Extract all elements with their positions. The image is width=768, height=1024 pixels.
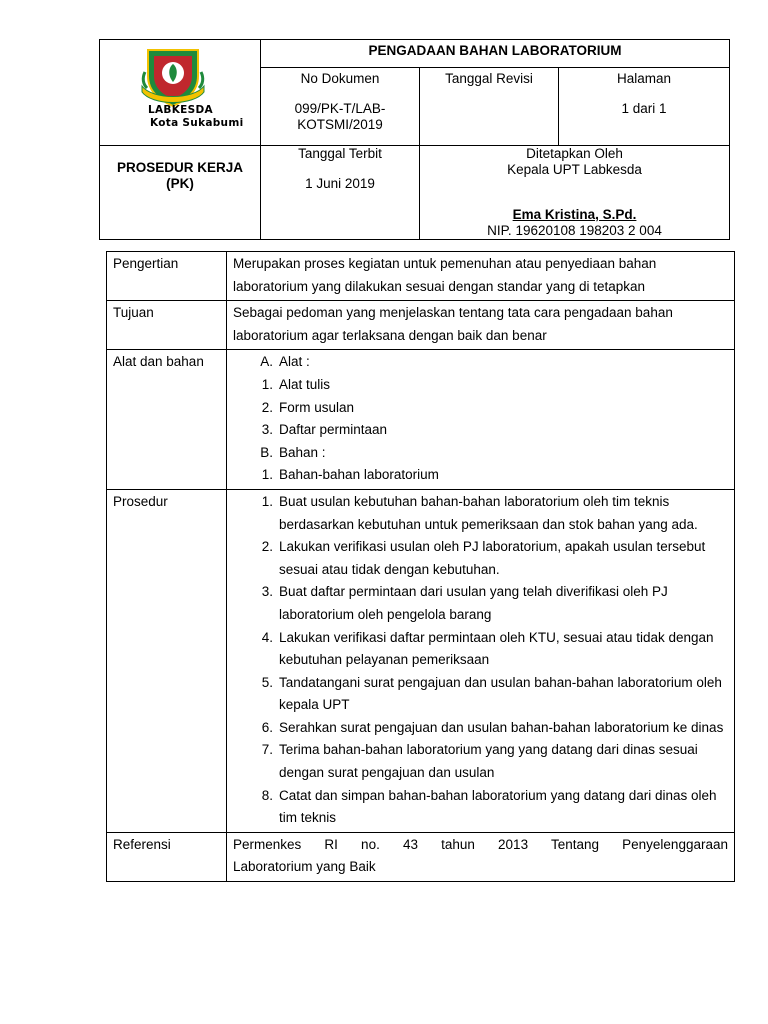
referensi-line2: Laboratorium yang Baik [233,859,376,875]
row-prosedur [107,489,735,832]
text-pengertian: Merupakan proses kegiatan untuk pemenuhan atau penyediaan bahan laboratorium yang dilakukan sesuai dengan standar yang di tetapkan [227,252,735,301]
halaman-value: 1 dari 1 [621,101,667,116]
list-text: Daftar permintaan [279,422,388,438]
step-text: Tandatangani surat pengajuan dan usulan bahan-bahan laboratorium oleh kepala UPT [279,674,722,713]
step-text: Buat daftar permintaan dari usulan yang telah diverifikasi oleh PJ laboratorium oleh pengelola barang [279,584,668,622]
step-text: Terima bahan-bahan laboratorium yang yang datang dari dinas sesuai dengan surat pengajuan dan usulan [279,742,698,781]
list-item [233,374,728,397]
list-text: Alat tulis [279,376,331,392]
step-number: 5. [261,674,273,690]
labkesda-logo [140,46,206,108]
list-text: Bahan : [279,444,326,460]
procedure-step [233,739,728,784]
list-marker: 1. [261,376,273,392]
no-dokumen-value: 099/PK-T/LAB-KOTSMI/2019 [294,101,386,132]
step-number: 4. [261,629,273,645]
list-marker: A. [260,354,273,370]
label-pengertian: Pengertian [107,252,227,301]
no-dokumen-label: No Dokumen [300,71,380,86]
list-item [233,442,728,465]
tanggal-terbit-cell [261,146,420,240]
list-item [233,397,728,420]
referensi-cell [227,832,735,881]
step-text: Lakukan verifikasi daftar permintaan oleh KTU, sesuai atau tidak dengan kebutuhan pelayanan pemeriksaan [279,629,714,668]
list-text: Bahan-bahan laboratorium [279,467,439,483]
procedure-step [233,672,728,717]
row-tujuan [107,301,735,350]
tanggal-revisi-cell [420,68,559,146]
logo-text-labkesda: LABKESDA [148,104,213,116]
list-marker: B. [260,444,273,460]
step-number: 7. [261,742,273,758]
signatory-nip: NIP. 19620108 198203 2 004 [487,223,662,238]
document-header [99,39,730,240]
procedure-step [233,491,728,536]
document-title: PENGADAAN BAHAN LABORATORIUM [261,40,730,68]
no-dokumen-cell [261,68,420,146]
approval-cell [420,146,730,240]
procedure-step [233,581,728,626]
label-prosedur: Prosedur [107,489,227,832]
list-marker: 3. [261,422,273,438]
signatory-name: Ema Kristina, S.Pd. [512,207,637,222]
step-number: 8. [261,787,273,803]
step-text: Lakukan verifikasi usulan oleh PJ laboratorium, apakah usulan tersebut sesuai atau tidak dengan kebutuhan. [279,539,706,577]
referensi-line1: Permenkes RI no. 43 tahun 2013 Tentang Penyelenggaraan [233,836,728,852]
text-tujuan: Sebagai pedoman yang menjelaskan tentang tata cara pengadaan bahan laboratorium agar terlaksana dengan baik dan benar [227,301,735,350]
doc-type-line2: (PK) [166,176,194,191]
step-number: 1. [261,493,273,509]
doc-type-line1: PROSEDUR KERJA [116,160,244,175]
list-text: Alat : [279,354,310,370]
list-item [233,351,728,374]
step-text: Catat dan simpan bahan-bahan laboratorium yang datang dari dinas oleh tim teknis [279,787,717,826]
step-text: Buat usulan kebutuhan bahan-bahan laboratorium oleh tim teknis berdasarkan kebutuhan untuk pemeriksaan dan stok bahan yang ada. [279,493,698,532]
list-text: Form usulan [279,399,355,415]
row-referensi [107,832,735,881]
halaman-cell [559,68,730,146]
list-item [233,464,728,487]
step-number: 3. [261,584,273,600]
row-pengertian [107,252,735,301]
step-text: Serahkan surat pengajuan dan usulan bahan-bahan laboratorium ke dinas [279,719,724,735]
label-alat-bahan: Alat dan bahan [107,350,227,490]
prosedur-cell [227,489,735,832]
tanggal-terbit-value: 1 Juni 2019 [305,176,375,191]
label-referensi: Referensi [107,832,227,881]
alat-bahan-list [233,351,728,487]
procedure-step [233,717,728,740]
list-item [233,419,728,442]
alat-bahan-cell [227,350,735,490]
halaman-label: Halaman [617,71,672,86]
tanggal-terbit-label: Tanggal Terbit [298,146,382,161]
ditetapkan-line1: Ditetapkan Oleh [526,146,623,161]
step-number: 2. [261,539,273,555]
procedure-step [233,536,728,581]
procedure-table [106,251,735,882]
list-marker: 1. [261,467,273,483]
procedure-step [233,627,728,672]
logo-text-city: Kota Sukabumi [150,117,244,129]
ditetapkan-line2: Kepala UPT Labkesda [507,162,642,177]
row-alat-bahan [107,350,735,490]
step-number: 6. [261,719,273,735]
tanggal-revisi-label: Tanggal Revisi [445,71,533,86]
list-marker: 2. [261,399,273,415]
doc-type-cell [100,146,261,240]
logo-cell [100,40,261,146]
prosedur-steps [233,491,728,830]
label-tujuan: Tujuan [107,301,227,350]
procedure-step [233,785,728,830]
